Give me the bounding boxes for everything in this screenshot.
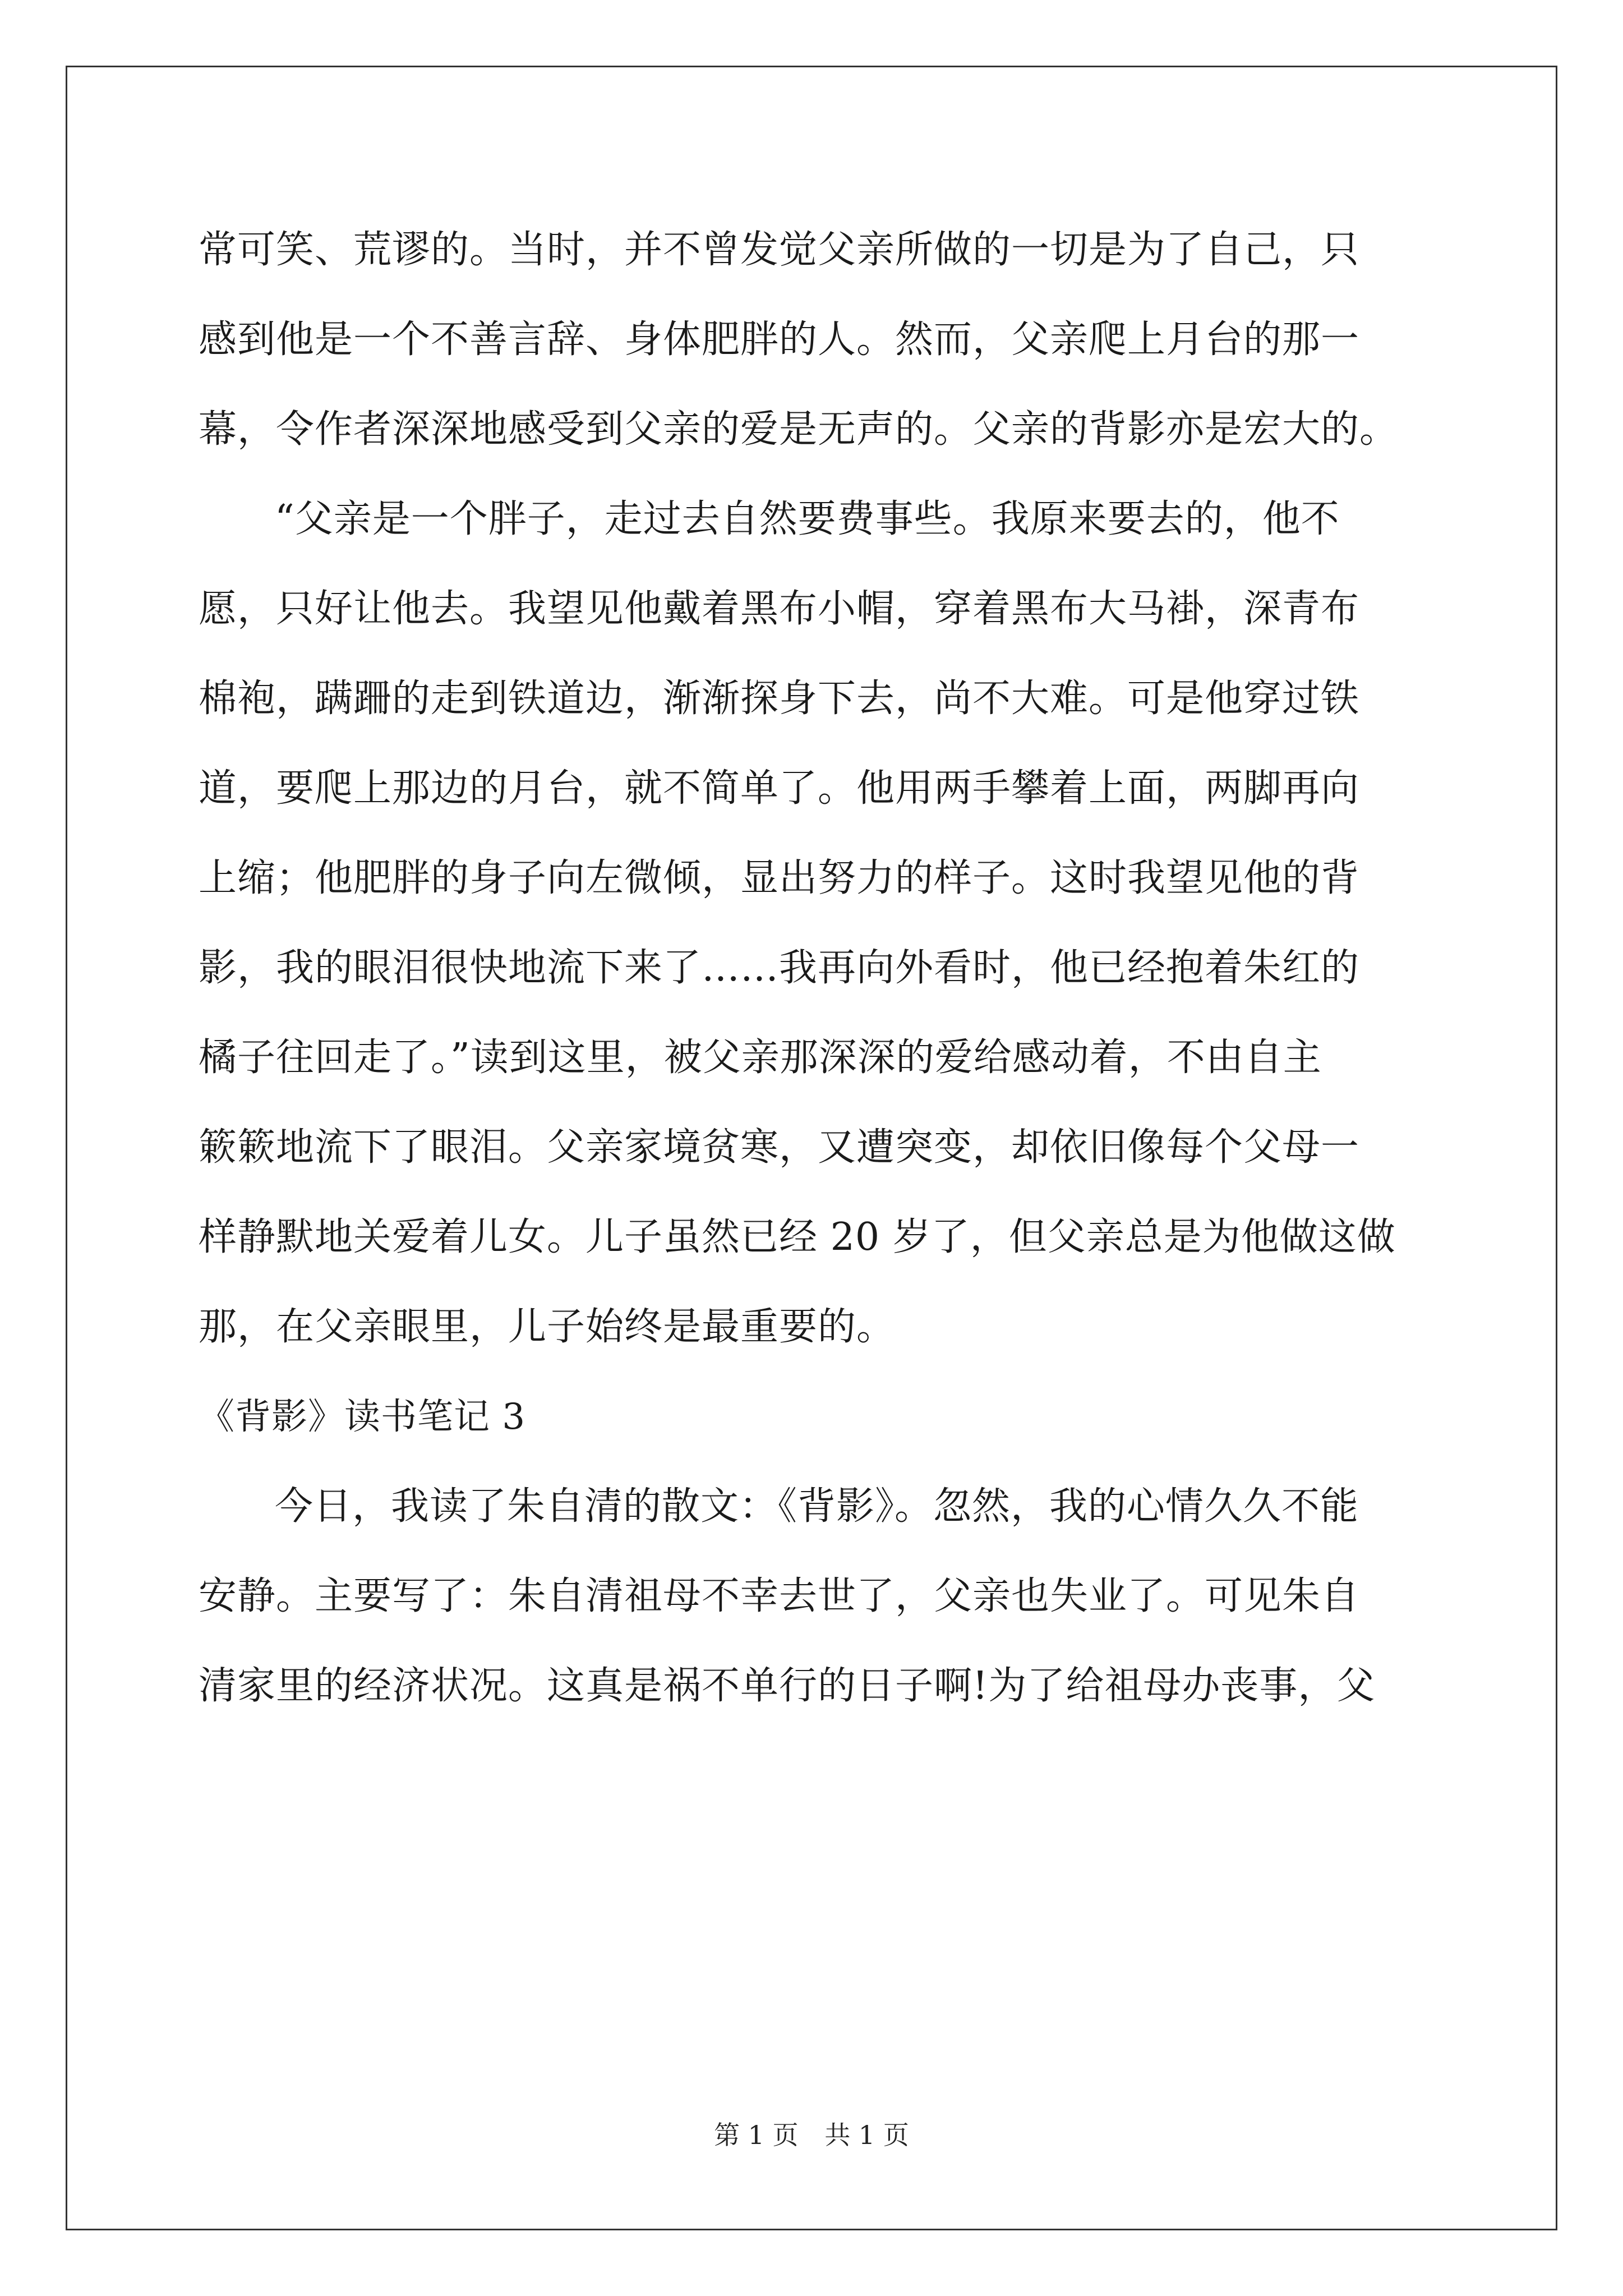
- text-line: 簌簌地流下了眼泪。父亲家境贫寒，又遭突变，却依旧像每个父母一: [199, 1125, 1360, 1170]
- text-line: 橘子往回走了。”读到这里，被父亲那深深的爱给感动着，不由自主: [199, 1036, 1322, 1080]
- text-line: 影，我的眼泪很快地流下来了……我再向外看时，他已经抱着朱红的: [199, 946, 1360, 990]
- text-line: 愿，只好让他去。我望见他戴着黑布小帽，穿着黑布大马褂，深青布: [199, 587, 1360, 631]
- text-line: 常可笑、荒谬的。当时，并不曾发觉父亲所做的一切是为了自己，只: [199, 228, 1360, 272]
- paragraph-start-line: “父亲是一个胖子，走过去自然要费事些。我原来要去的，他不: [275, 497, 1340, 541]
- text-line: 安静。主要写了：朱自清祖母不幸去世了，父亲也失业了。可见朱自: [199, 1574, 1360, 1618]
- text-line: 幕，令作者深深地感受到父亲的爱是无声的。父亲的背影亦是宏大的。: [199, 407, 1399, 452]
- page-number-current: 第 1 页: [714, 2120, 799, 2150]
- text-line: 道，要爬上那边的月台，就不简单了。他用两手攀着上面，两脚再向: [199, 766, 1360, 811]
- text-line: 棉袍，蹒跚的走到铁道边，渐渐探身下去，尚不大难。可是他穿过铁: [199, 677, 1360, 721]
- text-line: 清家里的经济状况。这真是祸不单行的日子啊!为了给祖母办丧事，父: [199, 1664, 1376, 1708]
- section-heading: 《背影》读书笔记 3: [199, 1396, 526, 1438]
- page-footer: [0, 2115, 1623, 2152]
- text-line: 那，在父亲眼里，儿子始终是最重要的。: [199, 1305, 896, 1349]
- paragraph-start-line: 今日，我读了朱自清的散文：《背影》。忽然，我的心情久久不能: [275, 1484, 1359, 1529]
- text-line: 上缩；他肥胖的身子向左微倾，显出努力的样子。这时我望见他的背: [199, 856, 1360, 900]
- text-line: 感到他是一个不善言辞、身体肥胖的人。然而，父亲爬上月台的那一: [199, 318, 1360, 362]
- text-line: 样静默地关爱着儿女。儿子虽然已经 20 岁了，但父亲总是为他做这做: [199, 1215, 1396, 1259]
- document-body: [199, 205, 1438, 1731]
- page-number-total: 共 1 页: [824, 2120, 909, 2150]
